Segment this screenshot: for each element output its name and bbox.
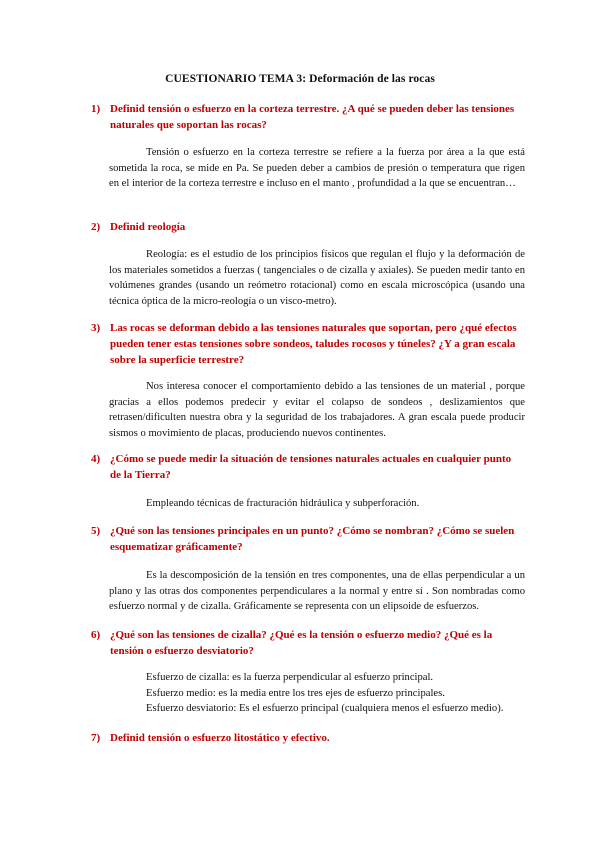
question-number: 1) (91, 103, 101, 115)
question-text: Las rocas se deforman debido a las tensiones naturales que soportan, pero ¿qué efectos pueden tener estas tensiones sobre sondeos, taludes rocosos y túneles? ¿Y a gran escala sobre la superficie terrestre? (110, 322, 517, 366)
answer-1: Tensión o esfuerzo en la corteza terrestre se refiere a la fuerza por área a la que está sometida la roca, se mide en Pa. Se pueden deber a cambios de presión o temperatura que rigen en el interior de la corteza terrestre e incluso en el manto , profundidad a la que se encuentran… (109, 147, 525, 190)
answer-line: Esfuerzo de cizalla: es la fuerza perpendicular al esfuerzo principal. (146, 672, 434, 683)
answer-line: Esfuerzo medio: es la media entre los tres ejes de esfuerzo principales. (146, 687, 445, 699)
question-text: Definid reología (110, 221, 186, 233)
answer-5: Es la descomposición de la tensión en tres componentes, una de ellas perpendicular a un plano y las otras dos componentes perpendiculares a la normal y entre sí . Son nombradas como esfuerzo normal y de cizalla. Gráficamente se representa con un elipsoide de esfuerzos. (109, 570, 525, 613)
question-5 (91, 523, 523, 555)
question-text: ¿Qué son las tensiones de cizalla? ¿Qué es la tensión o esfuerzo medio? ¿Qué es la tensión o esfuerzo desviatorio? (110, 629, 493, 657)
answer-line: Esfuerzo desviatorio: Es el esfuerzo principal (cualquiera menos el esfuerzo medio). (146, 703, 504, 715)
question-text: ¿Qué son las tensiones principales en un punto? ¿Cómo se nombran? ¿Cómo se suelen esquematizar gráficamente? (110, 525, 515, 553)
question-number: 3) (91, 322, 101, 334)
question-number: 2) (91, 221, 101, 233)
document-title: CUESTIONARIO TEMA 3: Deformación de las rocas (165, 73, 435, 85)
question-number: 7) (91, 732, 101, 744)
question-number: 6) (91, 629, 101, 641)
answer-3: Nos interesa conocer el comportamiento debido a las tensiones de un material , porque gracias a ellos podemos predecir y evitar el colapso de sondeos , deslizamientos que retrasen/dificulten nuestra obra y la seguridad de los trabajadores. A gran escala puede producir sismos o movimiento de placas, produciendo nuevos continentes. (109, 381, 525, 439)
question-text: ¿Cómo se puede medir la situación de tensiones naturales actuales en cualquier punto de la Tierra? (110, 453, 512, 481)
question-4 (91, 451, 523, 483)
question-number: 5) (91, 525, 101, 537)
question-1 (91, 101, 523, 133)
question-number: 4) (91, 453, 101, 465)
question-text: Definid tensión o esfuerzo en la corteza terrestre. ¿A qué se pueden deber las tensiones naturales que soportan las rocas? (110, 103, 515, 131)
question-6 (91, 627, 523, 659)
question-3 (91, 320, 523, 368)
answer-4: Empleando técnicas de fracturación hidráulica y subperforación. (146, 498, 420, 509)
question-2 (91, 219, 523, 235)
answer-2: Reología: es el estudio de los principios físicos que regulan el flujo y la deformación de los materiales sometidos a fuerzas ( tangenciales o de cizalla y axiales). Se pueden medir tanto en volúmenes grandes (usando un reómetro rotacional) como en escala microscópica (usando una técnica óptica de la micro-reología o un visco-metro). (109, 249, 525, 307)
question-7 (91, 730, 523, 746)
answer-6 (146, 670, 526, 717)
question-text: Definid tensión o esfuerzo litostático y efectivo. (110, 732, 330, 744)
